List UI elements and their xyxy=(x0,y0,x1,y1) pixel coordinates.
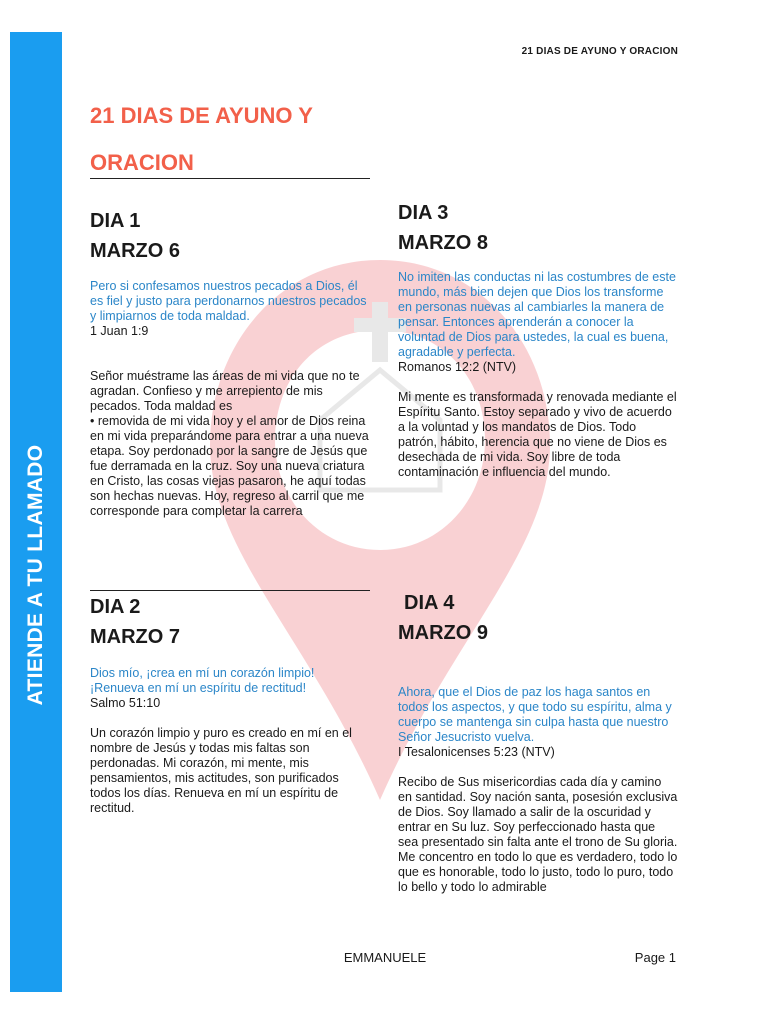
day-divider xyxy=(90,590,370,591)
day-1-verse: Pero si confesamos nuestros pecados a Dios, él es fiel y justo para perdonarnos nuestros pecados y limpiarnos de toda maldad. xyxy=(90,279,367,323)
page-title-line-1: 21 DIAS DE AYUNO Y xyxy=(90,103,313,128)
day-3-body: Mi mente es transformada y renovada mediante el Espíritu Santo. Estoy separado y vivo de acuerdo a la voluntad y los mandatos de Dios. Todo patrón, hábito, herencia que no viene de Dios es desechada de mi vida. Soy libre de toda contaminación e influencia del mundo. xyxy=(398,390,677,479)
day-1-reference: 1 Juan 1:9 xyxy=(90,324,149,338)
day-3-date: MARZO 8 xyxy=(398,232,488,254)
day-3-verse: No imiten las conductas ni las costumbres de este mundo, más bien dejen que Dios los transforme en personas nuevas al cambiarles la manera de pensar. Entonces aprenderán a conocer la voluntad de Dios para ustedes, la cual es buena, agradable y perfecta. xyxy=(398,270,676,359)
day-3-label: DIA 3 xyxy=(398,202,449,224)
day-4-date: MARZO 9 xyxy=(398,622,488,644)
running-header: 21 DIAS DE AYUNO Y ORACION xyxy=(521,46,678,57)
day-1-label: DIA 1 xyxy=(90,210,141,232)
day-4-section xyxy=(398,588,678,895)
day-4-label: DIA 4 xyxy=(404,592,455,614)
page-title xyxy=(90,92,390,186)
day-2-reference: Salmo 51:10 xyxy=(90,696,161,710)
day-1-section xyxy=(90,206,370,519)
day-2-date: MARZO 7 xyxy=(90,626,180,648)
day-2-label: DIA 2 xyxy=(90,596,141,618)
day-3-reference: Romanos 12:2 (NTV) xyxy=(398,360,517,374)
sidebar-title: ATIENDE A TU LLAMADO xyxy=(24,444,47,706)
day-4-verse: Ahora, que el Dios de paz los haga santos en todos los aspectos, y que todo su espíritu, alma y cuerpo se mantenga sin culpa hasta que nuestro Señor Jesucristo vuelva. xyxy=(398,685,672,744)
day-4-body: Recibo de Sus misericordias cada día y camino en santidad. Soy nación santa, posesión exclusiva de Dios. Soy llamado a salir de la oscuridad y entrar en Su luz. Soy perfeccionado hasta que sea presentado sin falta ante el trono de Su gloria. Me concentro en todo lo que es verdadero, todo lo que es honorable, todo lo justo, todo lo puro, todo lo bello y todo lo admirable xyxy=(398,775,678,894)
footer-page-number: Page 1 xyxy=(634,950,676,965)
day-2-section xyxy=(90,592,370,816)
day-2-body: Un corazón limpio y puro es creado en mí en el nombre de Jesús y todas mis faltas son perdonadas. Mi corazón, mi mente, mis pensamientos, mis actitudes, son purificados todos los días. Renueva en mí un espíritu de rectitud. xyxy=(90,726,352,815)
day-1-body: • removida de mi vida hoy y el amor de Dios reina en mi vida preparándome para entrar a una nueva etapa. Soy perdonado por la sangre de Jesús que fue derramada en la cruz. Soy una nueva criatura en Cristo, las cosas viejas pasaron, he aquí todas son hechas nuevas. Hoy, regreso al carril que me corresponde para completar la carrera xyxy=(90,414,369,518)
day-3-section xyxy=(398,198,678,480)
day-1-date: MARZO 6 xyxy=(90,240,180,262)
day-4-reference: I Tesalonicenses 5:23 (NTV) xyxy=(398,745,555,759)
day-2-verse: Dios mío, ¡crea en mí un corazón limpio! ¡Renueva en mí un espíritu de rectitud! xyxy=(90,666,315,695)
day-1-body-intro: Señor muéstrame las áreas de mi vida que no te agradan. Confieso y me arrepiento de mis pecados. Toda maldad es xyxy=(90,369,360,413)
page-title-line-2: ORACION xyxy=(90,150,194,175)
footer-author: EMMANUELE xyxy=(343,950,427,965)
title-divider xyxy=(90,178,370,179)
